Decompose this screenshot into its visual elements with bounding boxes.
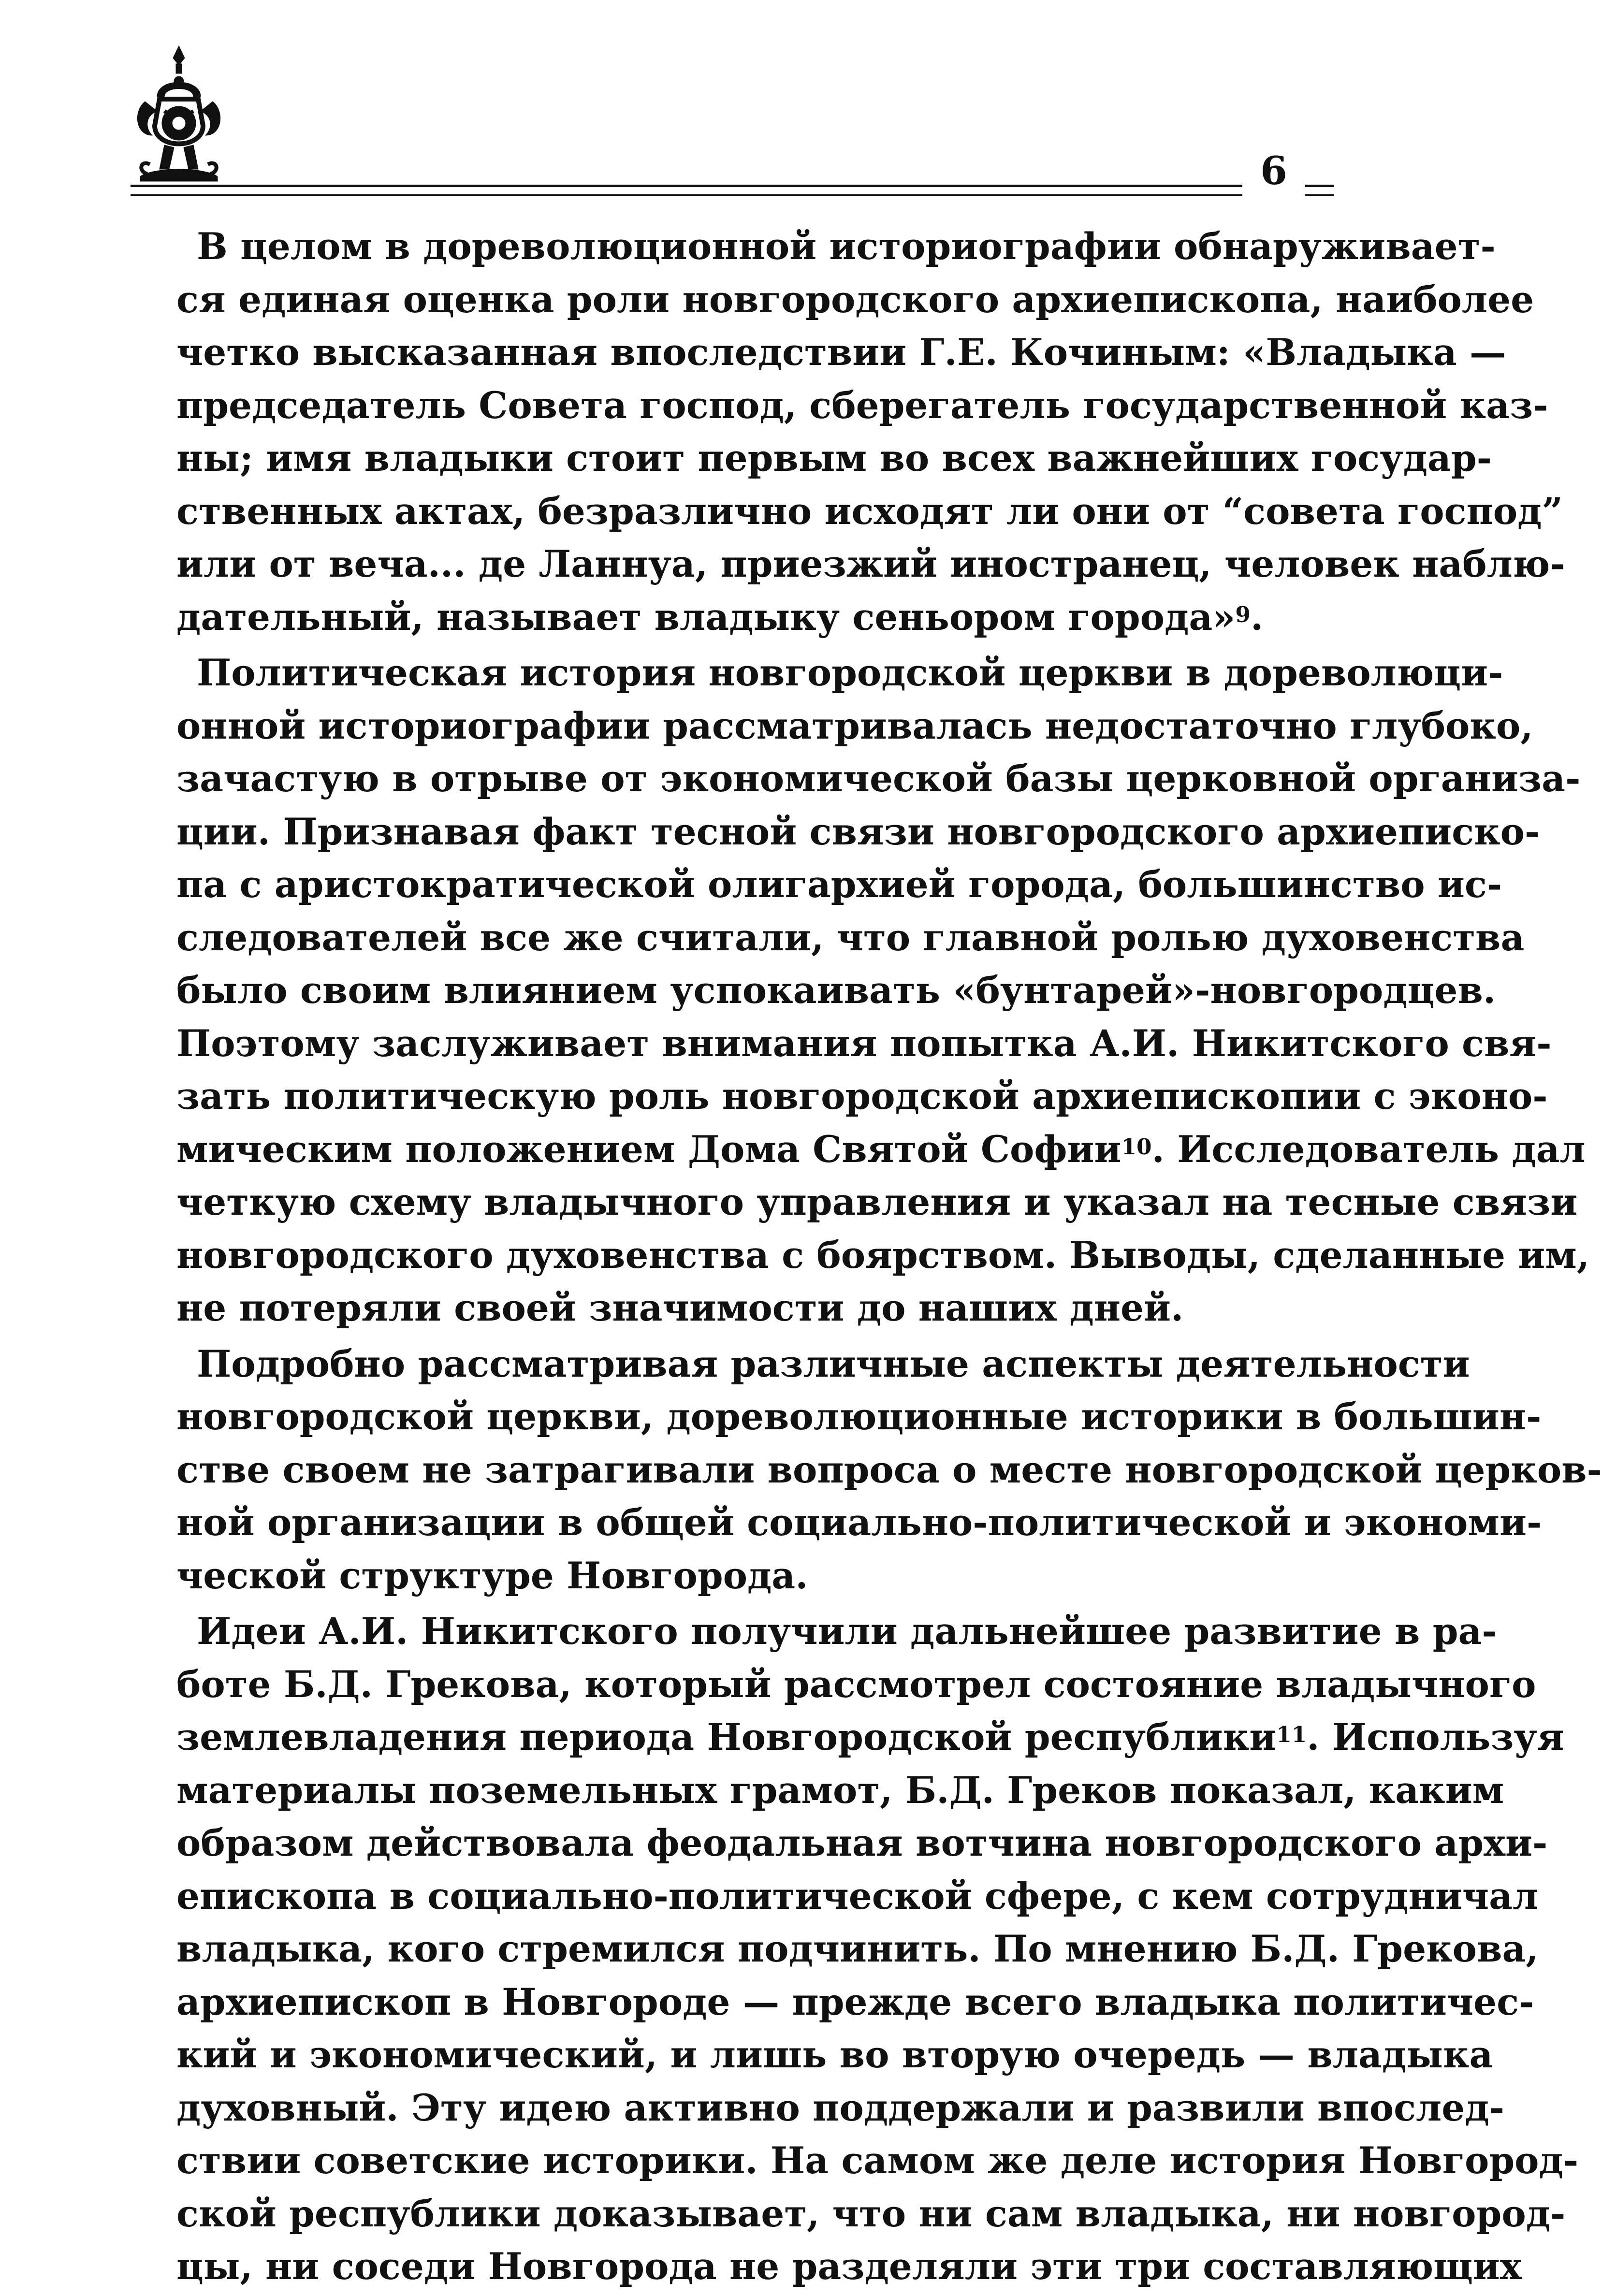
text-fragment: . Используя	[1307, 1715, 1564, 1758]
footnote-ref: 10	[1121, 1133, 1152, 1160]
text-line: ной организации в общей социально-политической и экономи-	[176, 1501, 1542, 1544]
text-line: или от веча... де Ланнуа, приезжий иностранец, человек наблю-	[176, 542, 1565, 585]
text-line: боте Б.Д. Грекова, который рассмотрел состояние владычного	[176, 1662, 1536, 1706]
paragraph-4	[176, 1605, 1579, 2293]
text-line: новгородского духовенства с боярством. Выводы, сделанные им,	[176, 1233, 1590, 1277]
page-header	[131, 44, 1325, 218]
text-line: материалы поземельных грамот, Б.Д. Греков показал, каким	[176, 1768, 1504, 1812]
ornament-vignette-icon	[131, 44, 227, 208]
text-fragment: дательный, называет владыку сеньором города»	[176, 595, 1236, 639]
text-line: цы, ни соседи Новгорода не разделяли эти три составляющих	[176, 2245, 1522, 2288]
text-line: кий и экономический, и лишь во вторую очередь — владыка	[176, 2033, 1493, 2076]
text-line: новгородской церкви, дореволюционные историки в большин-	[176, 1395, 1542, 1438]
footnote-ref: 9	[1235, 601, 1251, 627]
header-rule-thin	[131, 194, 1334, 196]
text-line: зать политическую роль новгородской архиепископии с эконо-	[176, 1075, 1548, 1118]
text-fragment: . Исследователь дал	[1151, 1127, 1586, 1171]
page-number: 6	[1247, 147, 1300, 194]
text-line: онной историографии рассматривалась недостаточно глубоко,	[176, 704, 1533, 747]
text-line: было своим влиянием успокаивать «бунтарей»-новгородцев.	[176, 969, 1496, 1012]
footnote-ref: 11	[1276, 1721, 1307, 1748]
text-line: ствии советские историки. На самом же деле история Новгород-	[176, 2139, 1579, 2182]
paragraph-1	[176, 220, 1565, 643]
text-line: ческой структуре Новгорода.	[176, 1554, 808, 1597]
text-fragment: мическим положением Дома Святой Софии	[176, 1127, 1121, 1171]
header-rule-thick	[131, 185, 1334, 187]
text-line: епископа в социально-политической сфере, с кем сотрудничал	[176, 1874, 1539, 1918]
paragraph-2	[176, 646, 1590, 1335]
text-line: ской республики доказывает, что ни сам владыка, ни новгород-	[176, 2192, 1566, 2235]
text-line: четко высказанная впоследствии Г.Е. Кочиным: «Владыка —	[176, 331, 1506, 374]
text-line: па с аристократической олигархией города, большинство ис-	[176, 863, 1502, 906]
text-line: Политическая история новгородской церкви в дореволюци-	[197, 651, 1503, 694]
text-line	[176, 1711, 1564, 1764]
text-line: владыка, кого стремился подчинить. По мнению Б.Д. Грекова,	[176, 1927, 1539, 1970]
text-line: духовный. Эту идею активно поддержали и развили впослед-	[176, 2086, 1504, 2129]
text-line: Подробно рассматривая различные аспекты деятельности	[197, 1342, 1470, 1385]
text-line: ся единая оценка роли новгородского архиепископа, наиболее	[176, 277, 1534, 321]
text-line: Поэтому заслуживает внимания попытка А.И. Никитского свя-	[176, 1021, 1552, 1065]
body-text	[176, 220, 1602, 2296]
text-fragment: землевладения периода Новгородской республики	[176, 1715, 1277, 1758]
text-line: стве своем не затрагивали вопроса о месте новгородской церков-	[176, 1448, 1602, 1491]
text-line: не потеряли своей значимости до наших дней.	[176, 1286, 1184, 1329]
text-fragment: .	[1250, 595, 1264, 639]
text-line	[176, 1123, 1586, 1176]
text-line: Идеи А.И. Никитского получили дальнейшее развитие в ра-	[197, 1610, 1497, 1653]
text-line: председатель Совета господ, сберегатель государственной каз-	[176, 383, 1548, 427]
text-line	[176, 591, 1344, 644]
text-line: образом действовала феодальная вотчина новгородского архи-	[176, 1821, 1548, 1864]
paragraph-3	[176, 1337, 1602, 1602]
text-line: четкую схему владычного управления и указал на тесные связи	[176, 1180, 1578, 1223]
text-line: ны; имя владыки стоит первым во всех важнейших государ-	[176, 436, 1492, 480]
text-line: ции. Признавая факт тесной связи новгородского архиеписко-	[176, 810, 1540, 853]
text-line: следователей все же считали, что главной ролью духовенства	[176, 915, 1525, 959]
text-line: ственных актах, безразлично исходят ли они от “совета господ”	[176, 489, 1563, 533]
text-line: архиепископ в Новгороде — прежде всего владыка политичес-	[176, 1980, 1534, 2023]
text-line: В целом в дореволюционной историографии обнаруживает-	[197, 225, 1496, 268]
text-line: зачастую в отрыве от экономической базы церковной организа-	[176, 757, 1581, 800]
